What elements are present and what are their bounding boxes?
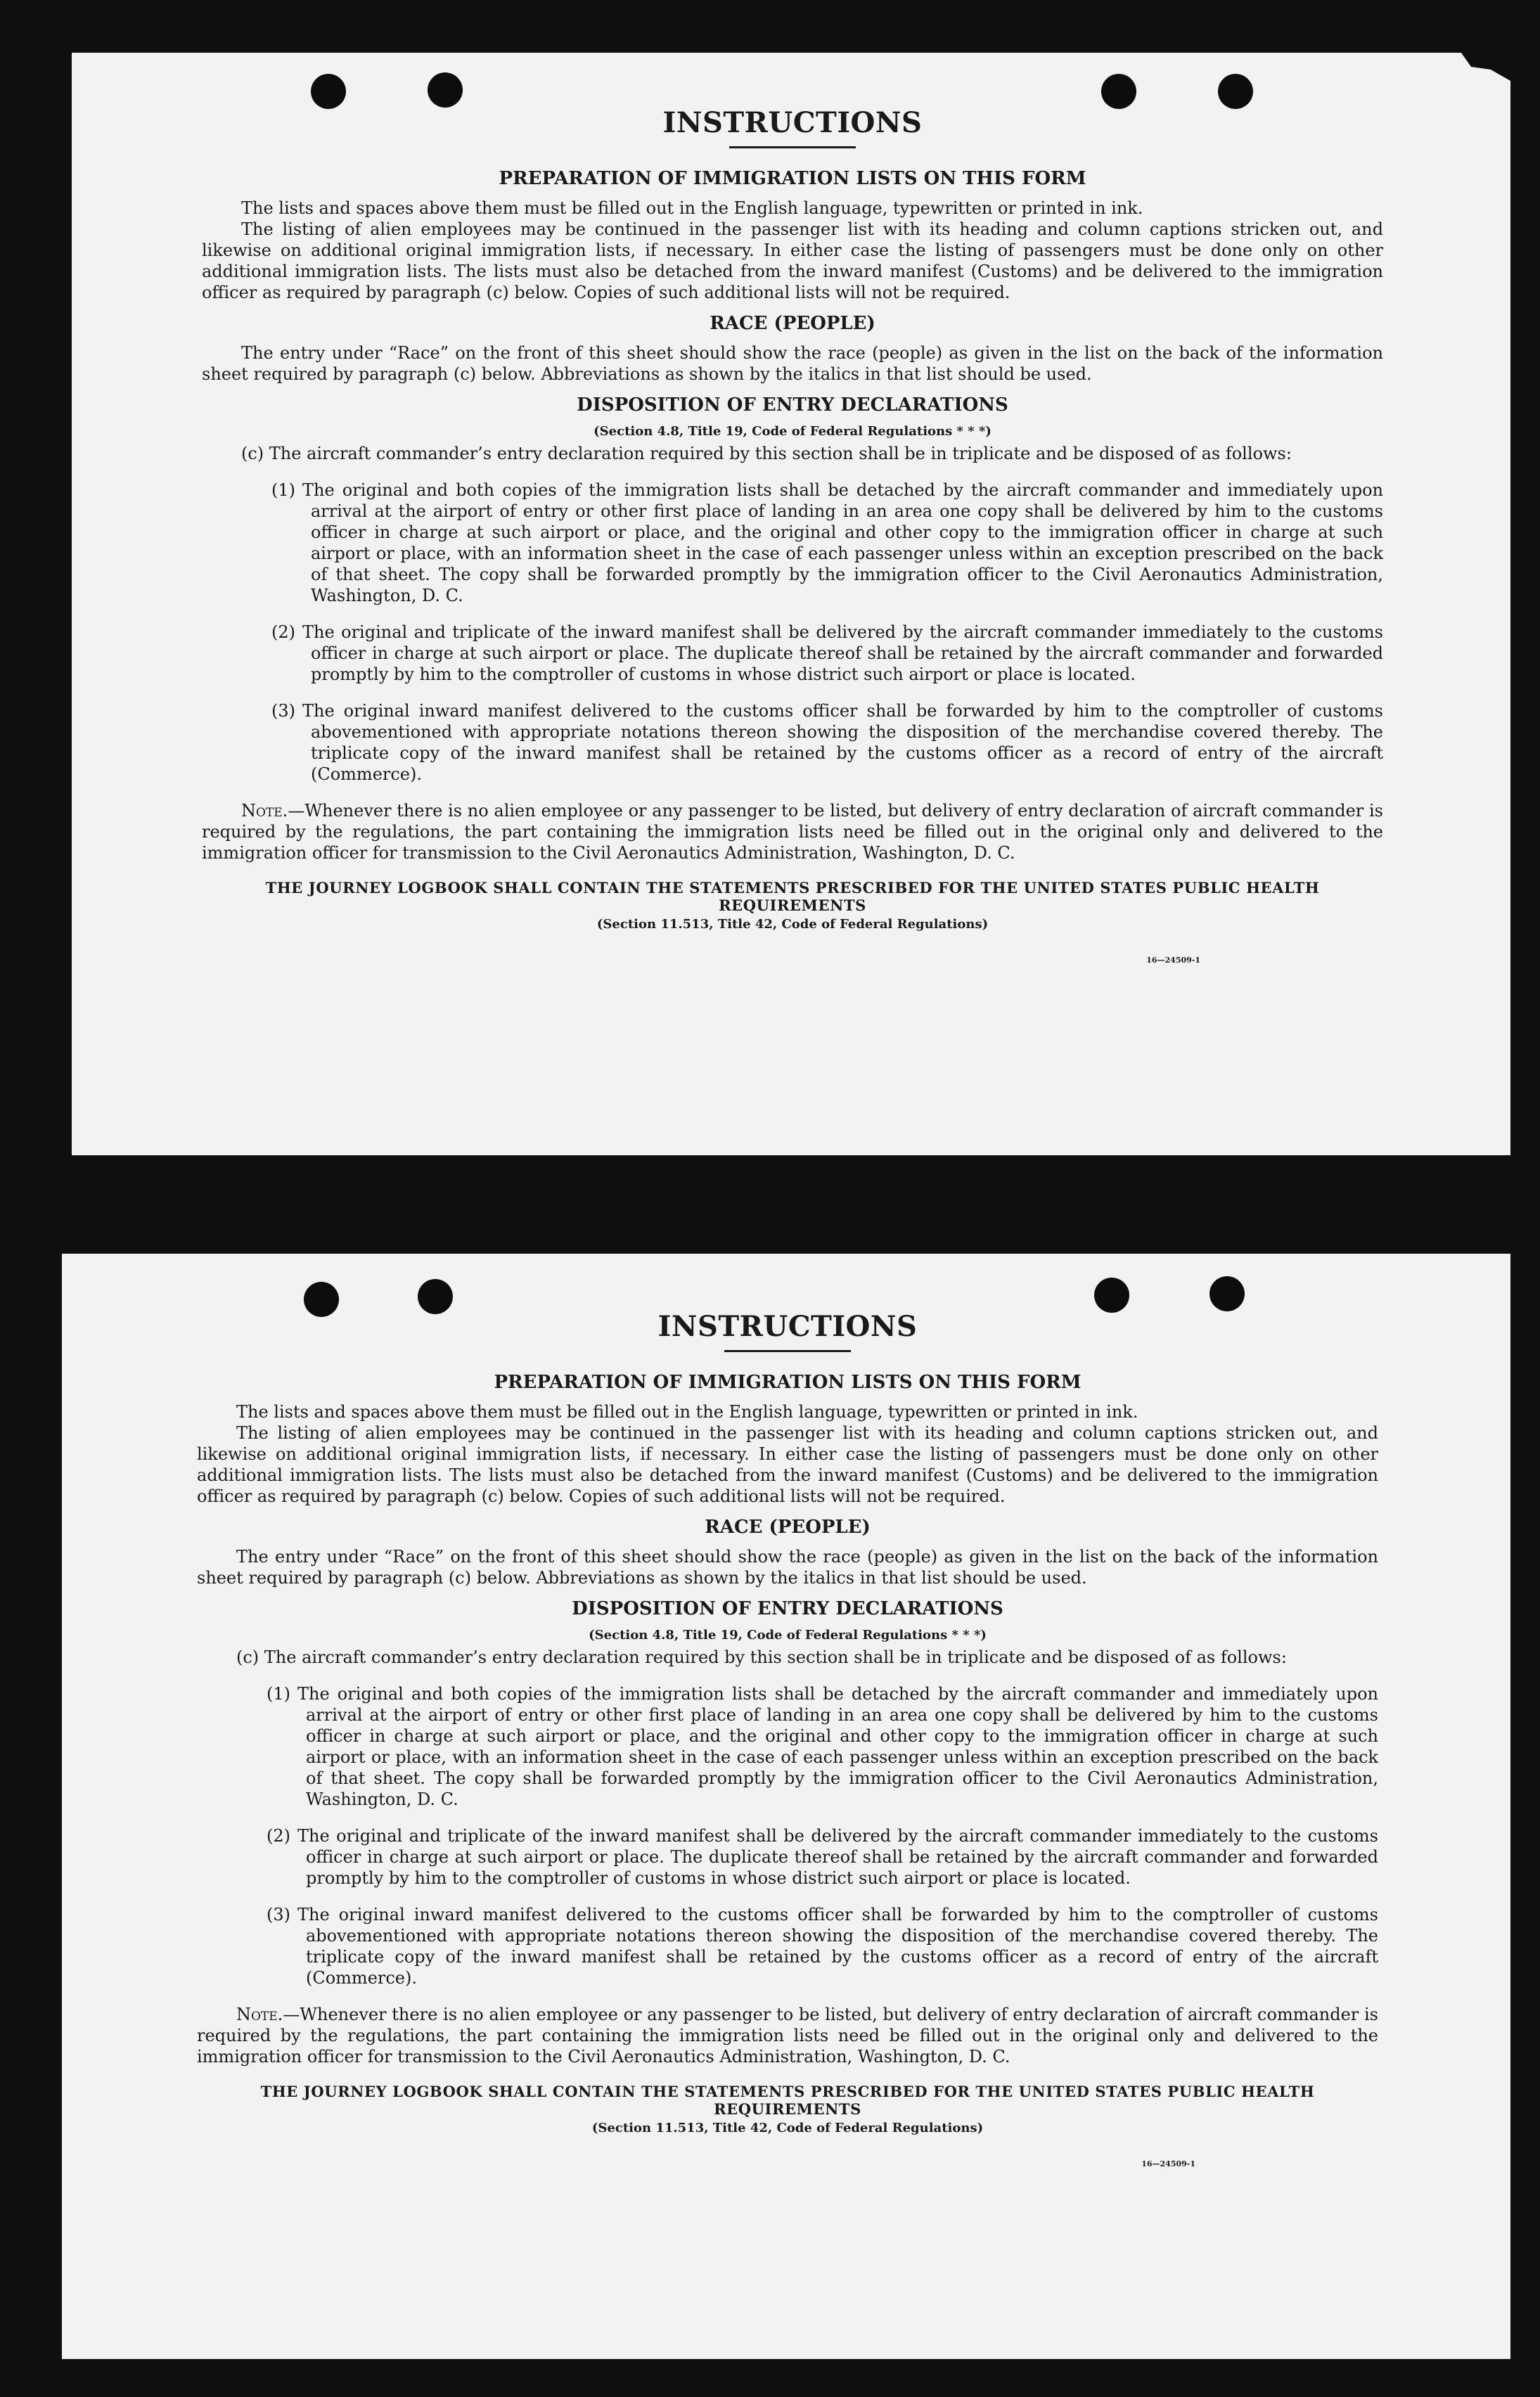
paragraph-race-entry: The entry under “Race” on the front of this sheet should show the race (people) as given in the list on the back of the information sheet required by paragraph (c) below. Abbreviations as shown by the italics in that list should be used. (197, 1547, 1378, 1588)
note-text: —Whenever there is no alien employee or any passenger to be listed, but delivery of entry declaration of aircraft commander is required by the regulations, the part containing the immigration lists need be filled out in the original only and delivered to the immigration officer for transmission to the Civil Aeronautics Administration, Washington, D. C. (197, 2005, 1378, 2067)
punch-hole (428, 72, 463, 108)
document-page-2 (62, 1254, 1510, 2359)
section-citation: (Section 4.8, Title 19, Code of Federal Regulations * * *) (589, 1628, 987, 1643)
note-paragraph (202, 800, 1383, 863)
note-label: Note. (236, 2005, 283, 2024)
item-number: (1) (267, 1684, 290, 1704)
paragraph-english-language: The lists and spaces above them must be filled out in the English language, typewritten or printed in ink. (241, 198, 1143, 218)
item-number: (2) (271, 622, 295, 642)
section-citation: (Section 4.8, Title 19, Code of Federal Regulations * * *) (593, 424, 992, 439)
item-number: (3) (267, 1905, 290, 1924)
item-number: (2) (267, 1826, 290, 1846)
section-heading-race: RACE (PEOPLE) (705, 1517, 871, 1538)
paragraph-alien-employees: The listing of alien employees may be continued in the passenger list with its heading and column captions stricken out, and likewise on additional original immigration lists, if necessary. In either case the listing of passengers must be done only on other additional immigration lists. The lists must also be detached from the inward manifest (Customs) and be delivered to the immigration officer as required by paragraph (c) below. Copies of such additional lists will not be required. (197, 1423, 1378, 1506)
instructions-body (202, 106, 1383, 965)
punch-hole (1094, 1278, 1129, 1313)
document-page-1 (72, 53, 1510, 1155)
punch-hole (1218, 74, 1253, 109)
paragraph-c: (c) The aircraft commander’s entry declaration required by this section shall be in triplicate and be disposed of as follows: (241, 444, 1292, 463)
title-underline (724, 1350, 851, 1352)
footer-statement: THE JOURNEY LOGBOOK SHALL CONTAIN THE STATEMENTS PRESCRIBED FOR THE UNITED STATES PUBLIC HEALTH REQUIREMENTS (260, 2083, 1315, 2118)
item-text: The original and triplicate of the inward manifest shall be delivered by the aircraft commander immediately to the customs officer in charge at such airport or place. The duplicate thereof shall be retained by the aircraft commander and forwarded promptly by him to the comptroller of customs in whose district such airport or place is located. (302, 622, 1383, 684)
list-item (202, 700, 1383, 785)
note-text: —Whenever there is no alien employee or any passenger to be listed, but delivery of entry declaration of aircraft commander is required by the regulations, the part containing the immigration lists need be filled out in the original only and delivered to the immigration officer for transmission to the Civil Aeronautics Administration, Washington, D. C. (202, 801, 1383, 863)
note-label: Note. (241, 801, 288, 821)
form-number: 16—24509-1 (1141, 2159, 1195, 2168)
item-text: The original and both copies of the immigration lists shall be detached by the aircraft commander and immediately upon arrival at the airport of entry or other first place of landing in an area one copy shall be delivered by him to the customs officer in charge at such airport or place, and the original and other copy to the immigration officer in charge at such airport or place, with an information sheet in the case of each passenger unless within an exception prescribed on the back of that sheet. The copy shall be forwarded promptly by the immigration officer to the Civil Aeronautics Administration, Washington, D. C. (297, 1684, 1378, 1809)
item-text: The original inward manifest delivered to the customs officer shall be forwarded by him to the comptroller of customs abovementioned with appropriate notations thereon showing the disposition of the merchandise covered thereby. The triplicate copy of the inward manifest shall be retained by the customs officer as a record of entry of the aircraft (Commerce). (302, 701, 1383, 784)
paragraph-c: (c) The aircraft commander’s entry declaration required by this section shall be in triplicate and be disposed of as follows: (236, 1647, 1287, 1667)
item-text: The original and triplicate of the inward manifest shall be delivered by the aircraft commander immediately to the customs officer in charge at such airport or place. The duplicate thereof shall be retained by the aircraft commander and forwarded promptly by him to the comptroller of customs in whose district such airport or place is located. (297, 1826, 1378, 1888)
paragraph-alien-employees: The listing of alien employees may be continued in the passenger list with its heading and column captions stricken out, and likewise on additional original immigration lists, if necessary. In either case the listing of passengers must be done only on other additional immigration lists. The lists must also be detached from the inward manifest (Customs) and be delivered to the immigration officer as required by paragraph (c) below. Copies of such additional lists will not be required. (202, 219, 1383, 302)
item-text: The original inward manifest delivered to the customs officer shall be forwarded by him to the comptroller of customs abovementioned with appropriate notations thereon showing the disposition of the merchandise covered thereby. The triplicate copy of the inward manifest shall be retained by the customs officer as a record of entry of the aircraft (Commerce). (297, 1905, 1378, 1988)
punch-hole (418, 1279, 453, 1314)
punch-hole (311, 74, 346, 109)
title-underline (729, 146, 856, 148)
list-item (197, 1683, 1378, 1810)
section-heading-preparation: PREPARATION OF IMMIGRATION LISTS ON THIS FORM (499, 168, 1086, 189)
instructions-body (197, 1310, 1378, 2168)
paragraph-english-language: The lists and spaces above them must be filled out in the English language, typewritten or printed in ink. (236, 1402, 1138, 1422)
footer-citation: (Section 11.513, Title 42, Code of Federal Regulations) (596, 917, 989, 932)
item-number: (3) (271, 701, 295, 721)
footer-statement: THE JOURNEY LOGBOOK SHALL CONTAIN THE STATEMENTS PRESCRIBED FOR THE UNITED STATES PUBLIC HEALTH REQUIREMENTS (265, 879, 1320, 914)
form-number: 16—24509-1 (1146, 956, 1200, 965)
section-heading-preparation: PREPARATION OF IMMIGRATION LISTS ON THIS FORM (494, 1372, 1082, 1393)
section-heading-race: RACE (PEOPLE) (710, 313, 875, 334)
punch-hole (1209, 1276, 1245, 1311)
torn-corner (1461, 53, 1510, 81)
list-item (197, 1825, 1378, 1889)
item-number: (1) (271, 480, 295, 500)
list-item (202, 480, 1383, 606)
paragraph-race-entry: The entry under “Race” on the front of this sheet should show the race (people) as given in the list on the back of the information sheet required by paragraph (c) below. Abbreviations as shown by the italics in that list should be used. (202, 343, 1383, 384)
page-title: INSTRUCTIONS (662, 106, 923, 139)
note-paragraph (197, 2004, 1378, 2067)
section-heading-disposition: DISPOSITION OF ENTRY DECLARATIONS (572, 1598, 1003, 1619)
list-item (197, 1904, 1378, 1988)
punch-hole (1101, 74, 1136, 109)
page-title: INSTRUCTIONS (657, 1310, 918, 1343)
list-item (202, 622, 1383, 685)
section-heading-disposition: DISPOSITION OF ENTRY DECLARATIONS (577, 394, 1008, 416)
footer-citation: (Section 11.513, Title 42, Code of Federal Regulations) (591, 2121, 984, 2135)
item-text: The original and both copies of the immigration lists shall be detached by the aircraft commander and immediately upon arrival at the airport of entry or other first place of landing in an area one copy shall be delivered by him to the customs officer in charge at such airport or place, and the original and other copy to the immigration officer in charge at such airport or place, with an information sheet in the case of each passenger unless within an exception prescribed on the back of that sheet. The copy shall be forwarded promptly by the immigration officer to the Civil Aeronautics Administration, Washington, D. C. (302, 480, 1383, 605)
